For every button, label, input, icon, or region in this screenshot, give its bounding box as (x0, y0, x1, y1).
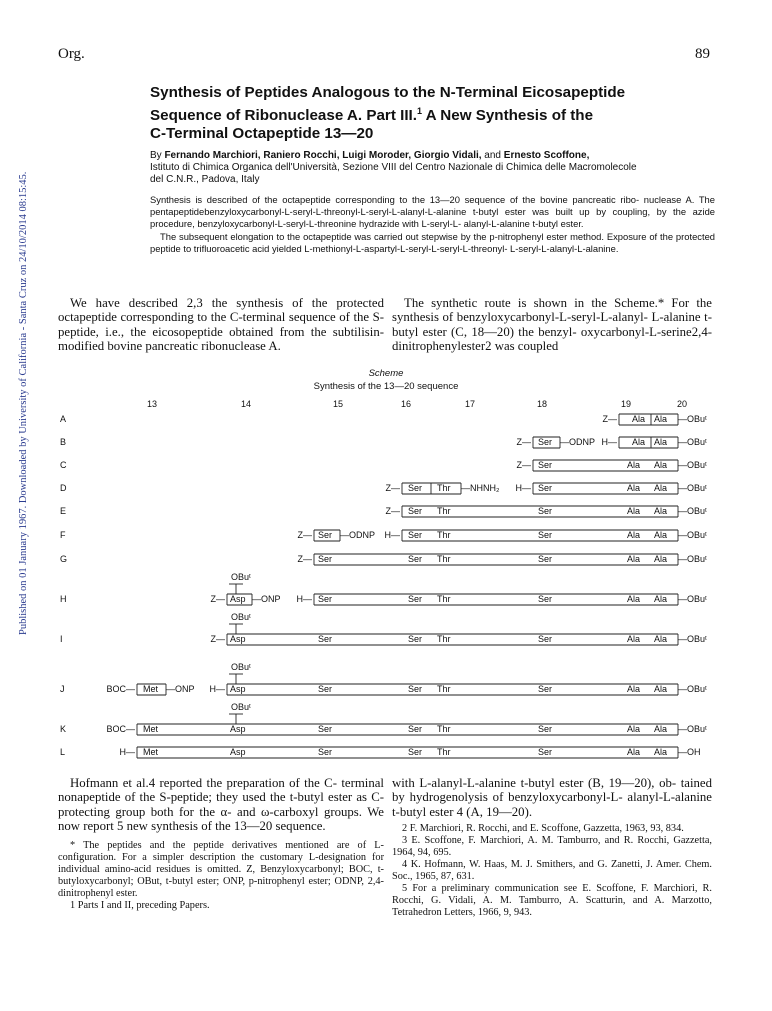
residue-thr: Thr (437, 747, 451, 757)
h-terminus: H— (296, 594, 312, 604)
body-right-lower (392, 776, 712, 919)
title-line-1: Synthesis of Peptides Analogous to the N-Terminal Eicosapeptide (150, 84, 626, 101)
affiliation-line-1: Istituto di Chimica Organica dell'Università, Sezione VIII del Centro Nazionale di Chimica delle Macromolecole (150, 162, 637, 173)
protecting-group-z: Z— (516, 437, 531, 447)
residue-ser: Ser (408, 724, 423, 734)
ester-odnp: —ODNP (560, 437, 596, 447)
residue-asp: Asp (230, 634, 246, 644)
protecting-group-z: Z— (210, 634, 225, 644)
asp-side-chain-label: OBuᵗ (231, 702, 251, 712)
residue-ala: Ala (627, 460, 641, 470)
residue-ala: Ala (627, 506, 641, 516)
hofmann-paragraph: Hofmann et al.4 reported the preparation of the C- terminal nonapeptide of the S-peptide; they used the t-butyl ester as C-protecting group both for the α- and ω-carboxyl groups. We now report 5 new synthesis of the 13—20 sequence. (58, 776, 384, 834)
residue-ser: Ser (318, 594, 333, 604)
h-terminus: H— (209, 684, 225, 694)
residue-ala: Ala (627, 594, 641, 604)
residue-ala: Ala (654, 684, 668, 694)
scheme-title: Scheme (368, 368, 404, 379)
residue-ala: Ala (654, 414, 668, 424)
reference-4: 4 K. Hofmann, W. Haas, M. J. Smithers, and G. Zanetti, J. Amer. Chem. Soc., 1965, 87, 631. (392, 859, 712, 883)
residue-ala: Ala (627, 724, 641, 734)
residue-ser: Ser (538, 506, 553, 516)
residue-thr: Thr (437, 634, 451, 644)
protecting-group-z: Z— (297, 554, 312, 564)
ester-obut: —OBuᵗ (678, 684, 707, 694)
residue-ala: Ala (654, 530, 668, 540)
reference-2: 2 F. Marchiori, R. Rocchi, and E. Scoffone, Gazzetta, 1963, 93, 834. (402, 823, 684, 835)
residue-ala: Ala (654, 747, 668, 757)
residue-ser: Ser (318, 747, 333, 757)
protecting-group-z: Z— (385, 506, 400, 516)
residue-ala: Ala (627, 530, 641, 540)
ester-obut: —OBuᵗ (678, 460, 707, 470)
reference-3: 3 E. Scoffone, F. Marchiori, A. M. Tamburro, and R. Rocchi, Gazzetta, 1964, 94, 695. (392, 835, 712, 859)
body-left-intro (58, 296, 384, 354)
residue-ser: Ser (538, 747, 553, 757)
synthesis-scheme (0, 395, 772, 765)
ester-obut: —OBuᵗ (678, 437, 707, 447)
residue-ser: Ser (538, 483, 553, 493)
protecting-group-z: Z— (602, 414, 617, 424)
intro-paragraph: We have described 2,3 the synthesis of the protected octapeptide corresponding to the C-terminal sequence of the S-peptide, i.e., the eicosopeptide obtained from the subtilisin-modified bovine pancreatic ribonuclease A. (58, 296, 384, 354)
author-block (150, 150, 715, 186)
residue-ser: Ser (538, 724, 553, 734)
scheme-row-label-k: K (60, 724, 67, 734)
abstract (150, 194, 715, 255)
abstract-paragraph-2: The subsequent elongation to the octapeptide was carried out stepwise by the p-nitrophenyl ester method. Exposure of the protected peptide to trifluoroacetic acid yielded L-methionyl-L-aspartyl-L-seryl-L-seryl-L-threonyl- L-seryl-L-alanyl-L-alanine. (150, 230, 715, 254)
residue-ala: Ala (654, 594, 668, 604)
residue-thr: Thr (437, 530, 451, 540)
protecting-group-z: Z— (516, 460, 531, 470)
page-number: 89 (695, 46, 710, 62)
scheme-row-label-i: I (60, 634, 63, 644)
ester-onp: —ONP (252, 594, 281, 604)
title-line-3: C-Terminal Octapeptide 13—20 (150, 125, 374, 143)
residue-ser: Ser (538, 634, 553, 644)
scheme-row-label-c: C (60, 460, 67, 470)
residue-ser: Ser (408, 506, 423, 516)
residue-ala: Ala (654, 483, 668, 493)
residue-ser: Ser (408, 634, 423, 644)
scheme-column-16: 16 (400, 399, 412, 409)
ester-obut: —OBuᵗ (678, 506, 707, 516)
scheme-row-label-a: A (60, 414, 67, 424)
residue-ser: Ser (318, 634, 333, 644)
route-paragraph: The synthetic route is shown in the Scheme.* For the synthesis of benzyloxycarbonyl-L-seryl-L-alanyl- L-alanine t-butyl ester (C, 18—20) the benzyl- oxycarbonyl-L-serine2,4-dinitrophenylester2 was coupled (392, 296, 712, 354)
ester-obut: —OBuᵗ (678, 483, 707, 493)
residue-ser: Ser (538, 437, 553, 447)
scheme-row-label-j: J (60, 684, 65, 694)
residue-ala: Ala (627, 554, 641, 564)
journal-name: Org. (58, 46, 85, 62)
residue-ser: Ser (408, 530, 423, 540)
residue-ala: Ala (632, 437, 646, 447)
scheme-row-label-f: F (60, 530, 66, 540)
scheme-column-13: 13 (146, 399, 158, 409)
article-title (150, 84, 712, 143)
protecting-group-z: Z— (210, 594, 225, 604)
residue-asp: Asp (230, 684, 246, 694)
asp-side-chain-label: OBuᵗ (231, 612, 251, 622)
scheme-row-label-g: G (60, 554, 68, 564)
scheme-row-label-h: H (60, 594, 67, 604)
residue-thr: Thr (437, 684, 451, 694)
residue-ser: Ser (408, 554, 423, 564)
scheme-column-19: 19 (620, 399, 632, 409)
affiliation-line-2: del C.N.R., Padova, Italy (150, 174, 260, 185)
residue-ser: Ser (538, 594, 553, 604)
residue-met: Met (143, 747, 159, 757)
residue-ser: Ser (538, 684, 553, 694)
residue-ala: Ala (654, 724, 668, 734)
scheme-row-label-b: B (60, 437, 67, 447)
reference-list (392, 823, 712, 919)
residue-asp: Asp (230, 724, 246, 734)
residue-ala: Ala (654, 554, 668, 564)
ester-obut: —OBuᵗ (678, 414, 707, 424)
ester-obut: —OBuᵗ (678, 634, 707, 644)
h-terminus: H— (601, 437, 617, 447)
residue-ser: Ser (408, 747, 423, 757)
protecting-group-z: Z— (297, 530, 312, 540)
coupling-paragraph: with L-alanyl-L-alanine t-butyl ester (B, 19—20), ob- tained by hydrogenolysis of benzyloxycarbonyl-L- alanyl-L-alanine t-butyl ester 4 (A, 19—20). (392, 776, 712, 819)
residue-ser: Ser (318, 724, 333, 734)
footnote-abbreviations: * The peptides and the peptide derivatives mentioned are of L-configuration. For a simpler description the customary L-designation for individual amino-acid residues is omitted. Z, Benzyloxycarbonyl; BOC, t-butyloxycarbonyl; OBut, t-butyl ester; ONP, p-nitrophenyl ester; ODNP, 2,4-dinitrophenyl ester. (58, 839, 384, 899)
title-line-2: Sequence of Ribonuclease A. Part III.$^1$ A New Synthesis of the (150, 106, 594, 125)
h-terminus: H— (515, 483, 531, 493)
ester-obut: —OBuᵗ (678, 724, 707, 734)
residue-ala: Ala (654, 634, 668, 644)
acid-oh: —OH (678, 747, 701, 757)
residue-ala: Ala (627, 747, 641, 757)
scheme-row-label-l: L (60, 747, 66, 757)
asp-side-chain-label: OBuᵗ (231, 572, 251, 582)
ester-obut: —OBuᵗ (678, 594, 707, 604)
residue-thr: Thr (437, 506, 451, 516)
author-names: By Fernando Marchiori, Raniero Rocchi, Luigi Moroder, Giorgio Vidali, and Ernesto Scoffone, (150, 150, 590, 161)
residue-ser: Ser (538, 530, 553, 540)
residue-ala: Ala (627, 483, 641, 493)
body-right-intro (392, 296, 712, 354)
residue-ser: Ser (408, 594, 423, 604)
residue-thr: Thr (437, 724, 451, 734)
asp-side-chain-label: OBuᵗ (231, 662, 251, 672)
residue-ala: Ala (654, 437, 668, 447)
scheme-column-20: 20 (676, 399, 688, 409)
residue-ser: Ser (318, 554, 333, 564)
scheme-column-15: 15 (332, 399, 344, 409)
residue-thr: Thr (437, 594, 451, 604)
scheme-row-label-e: E (60, 506, 67, 516)
residue-ser: Ser (538, 554, 553, 564)
protecting-group-boc: BOC— (106, 684, 135, 694)
residue-thr: Thr (437, 554, 451, 564)
reference-5: 5 For a preliminary communication see E. Scoffone, F. Marchiori, R. Rocchi, G. Vidali, A. M. Tamburro, A. Scatturin, and A. Marzotto, Tetrahedron Letters, 1966, 9, 943. (392, 883, 712, 919)
residue-ser: Ser (538, 460, 553, 470)
ester-odnp: —ODNP (340, 530, 376, 540)
h-terminus: H— (384, 530, 400, 540)
footnote-parts: 1 Parts I and II, preceding Papers. (70, 899, 210, 911)
residue-thr: Thr (437, 483, 451, 493)
ester-onp: —ONP (166, 684, 195, 694)
residue-ser: Ser (318, 684, 333, 694)
residue-ser: Ser (318, 530, 333, 540)
residue-asp: Asp (230, 747, 246, 757)
residue-met: Met (143, 724, 159, 734)
residue-ala: Ala (654, 460, 668, 470)
residue-met: Met (143, 684, 159, 694)
h-terminus: H— (119, 747, 135, 757)
residue-asp: Asp (230, 594, 246, 604)
download-watermark-text: Published on 01 January 1967. Downloaded by University of California - Santa Cruz on 24/10/2014 08:15:45. (18, 171, 29, 635)
body-left-lower (58, 776, 384, 912)
scheme-subtitle: Synthesis of the 13—20 sequence (313, 381, 459, 392)
residue-ser: Ser (408, 483, 423, 493)
residue-ala: Ala (627, 684, 641, 694)
hydrazide-nhnh2: —NHNH₂ (461, 483, 500, 493)
ester-obut: —OBuᵗ (678, 554, 707, 564)
scheme-column-17: 17 (464, 399, 476, 409)
residue-ala: Ala (627, 634, 641, 644)
scheme-column-14: 14 (240, 399, 252, 409)
ester-obut: —OBuᵗ (678, 530, 707, 540)
scheme-row-label-d: D (60, 483, 67, 493)
scheme-column-18: 18 (536, 399, 548, 409)
abstract-paragraph-1: Synthesis is described of the octapeptide corresponding to the 13—20 sequence of the bovine pancreatic ribo- nuclease A. The pentapeptidebenzyloxycarbonyl-L-seryl-L-threonyl-L-seryl-L-alanyl-L-alanine t-butyl ester was built up by coupling, by the azide procedure, benzyloxycarbonyl-L-seryl-L-threonine hydrazide with L-seryl-L- alanyl-L-alanine t-butyl ester. (150, 194, 715, 230)
residue-ser: Ser (408, 684, 423, 694)
residue-ala: Ala (632, 414, 646, 424)
protecting-group-boc: BOC— (106, 724, 135, 734)
residue-ala: Ala (654, 506, 668, 516)
protecting-group-z: Z— (385, 483, 400, 493)
